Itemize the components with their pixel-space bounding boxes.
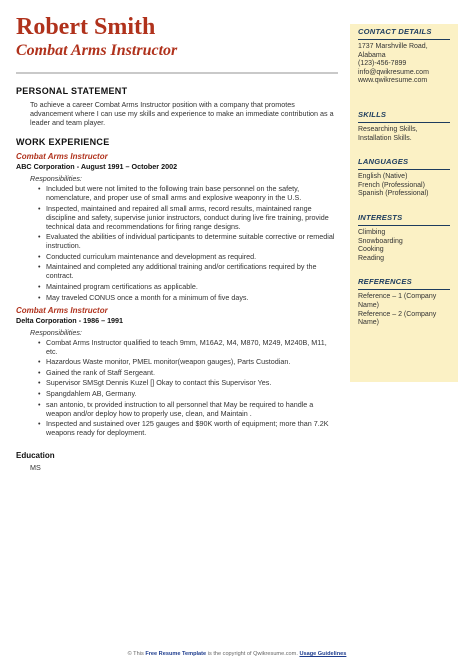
personal-statement-heading: PERSONAL STATEMENT <box>16 86 128 96</box>
list-item: • Inspected and sustained over 125 gauges and $90K worth of equipment; more than 7.2K weapons ready for deployment. <box>46 419 338 437</box>
list-item: • May traveled CONUS once a month for a minimum of five days. <box>46 293 338 302</box>
list-item: • Combat Arms Instructor qualified to teach 9mm, M16A2, M4, M870, M249, M240B, M11, etc. <box>46 338 338 356</box>
usage-guidelines-link[interactable]: Usage Guidelines <box>299 651 347 657</box>
job-title: Combat Arms Instructor <box>16 305 108 315</box>
languages-section <box>358 157 450 199</box>
reference-item: Reference – 2 (Company Name) <box>358 310 437 327</box>
footer-prefix: © This <box>127 651 144 657</box>
interests-heading: INTERESTS <box>358 212 403 222</box>
responsibilities-list <box>16 184 338 302</box>
personal-statement-text: To achieve a career Combat Arms Instructor position with a company that promotes advancement where I can use my skills and experience to make an immediate contribution as a leader and team player. <box>30 100 334 127</box>
header-divider <box>16 72 338 74</box>
languages-heading: LANGUAGES <box>358 157 409 167</box>
responsibilities-list <box>16 338 338 438</box>
skills-text: Researching Skills, Installation Skills. <box>358 125 418 142</box>
footer <box>0 651 474 657</box>
responsibilities-label: Responsibilities: <box>30 327 82 337</box>
list-item: • Gained the rank of Staff Sergeant. <box>46 368 338 377</box>
interest-item: Climbing <box>358 228 386 236</box>
interest-item: Cooking <box>358 246 384 254</box>
section-divider <box>358 289 450 290</box>
job-company-dates: ABC Corporation - August 1991 – October 2002 <box>16 162 178 171</box>
contact-phone: (123)-456-7899 <box>358 60 407 68</box>
list-item: • Hazardous Waste monitor, PMEL monitor(weapon gauges), Parts Custodian. <box>46 357 338 366</box>
list-item: • Conducted curriculum maintenance and development as required. <box>46 252 338 261</box>
references-section <box>358 277 450 327</box>
skills-section <box>358 110 450 143</box>
skills-heading: SKILLS <box>358 109 387 119</box>
language-item: Spanish (Professional) <box>358 190 429 198</box>
list-item: • Spangdahlem AB, Germany. <box>46 389 338 398</box>
interest-item: Reading <box>358 254 385 262</box>
contact-website[interactable]: www.qwikresume.com <box>358 77 428 85</box>
interests-section <box>358 213 450 263</box>
list-item: • Included but were not limited to the following train base personnel on the safety, nomenclature, and proper use of small arms and explosive weaponry in the U.S. <box>46 184 338 202</box>
contact-address: 1737 Marshville Road, Alabama <box>358 43 428 59</box>
candidate-title: Combat Arms Instructor <box>16 42 178 59</box>
language-item: English (Native) <box>358 173 408 181</box>
education-heading: Education <box>16 451 55 461</box>
free-resume-template-link[interactable]: Free Resume Template <box>145 651 207 657</box>
footer-copyright-text: is the copyright of Qwikresume.com. <box>207 651 298 657</box>
list-item: • Maintained and completed any additional training and/or certifications required by the contract. <box>46 262 338 280</box>
list-item: • Inspected, maintained and repaired all small arms, record results, maintained range discipline and safety, supervise junior instructors, conduct during live fire training, provide technical data and recommendations for firing range designs. <box>46 204 338 231</box>
list-item: • Evaluated the abilities of individual participants to determine suitable corrective or remedial instruction. <box>46 232 338 250</box>
section-divider <box>358 169 450 170</box>
education-degree: MS <box>30 463 41 473</box>
job-title: Combat Arms Instructor <box>16 152 108 161</box>
resume-main-column <box>16 14 338 472</box>
job-company-dates: Delta Corporation - 1986 – 1991 <box>16 315 124 325</box>
list-item: • Maintained program certifications as applicable. <box>46 282 338 291</box>
sidebar <box>350 24 458 382</box>
contact-section <box>358 27 450 86</box>
responsibilities-label: Responsibilities: <box>30 174 82 183</box>
job-entry <box>16 306 338 438</box>
list-item: • san antonio, tx provided instruction to all personnel that May be required to handle a weapon and/or deploy how to properly use, clean, and Maintain . <box>46 400 338 418</box>
section-divider <box>358 122 450 123</box>
list-item: • Supervisor SMSgt Dennis Kuzel [] Okay to contact this Supervisor Yes. <box>46 378 338 387</box>
work-experience-heading: WORK EXPERIENCE <box>16 137 110 147</box>
references-heading: REFERENCES <box>358 277 412 287</box>
section-divider <box>358 225 450 226</box>
candidate-name: Robert Smith <box>16 14 156 40</box>
job-entry <box>16 152 338 302</box>
language-item: French (Professional) <box>358 181 425 189</box>
contact-email[interactable]: info@qwikresume.com <box>358 68 429 76</box>
reference-item: Reference – 1 (Company Name) <box>358 293 437 309</box>
interest-item: Snowboarding <box>358 237 403 245</box>
section-divider <box>358 39 450 40</box>
contact-heading: CONTACT DETAILS <box>358 27 432 36</box>
